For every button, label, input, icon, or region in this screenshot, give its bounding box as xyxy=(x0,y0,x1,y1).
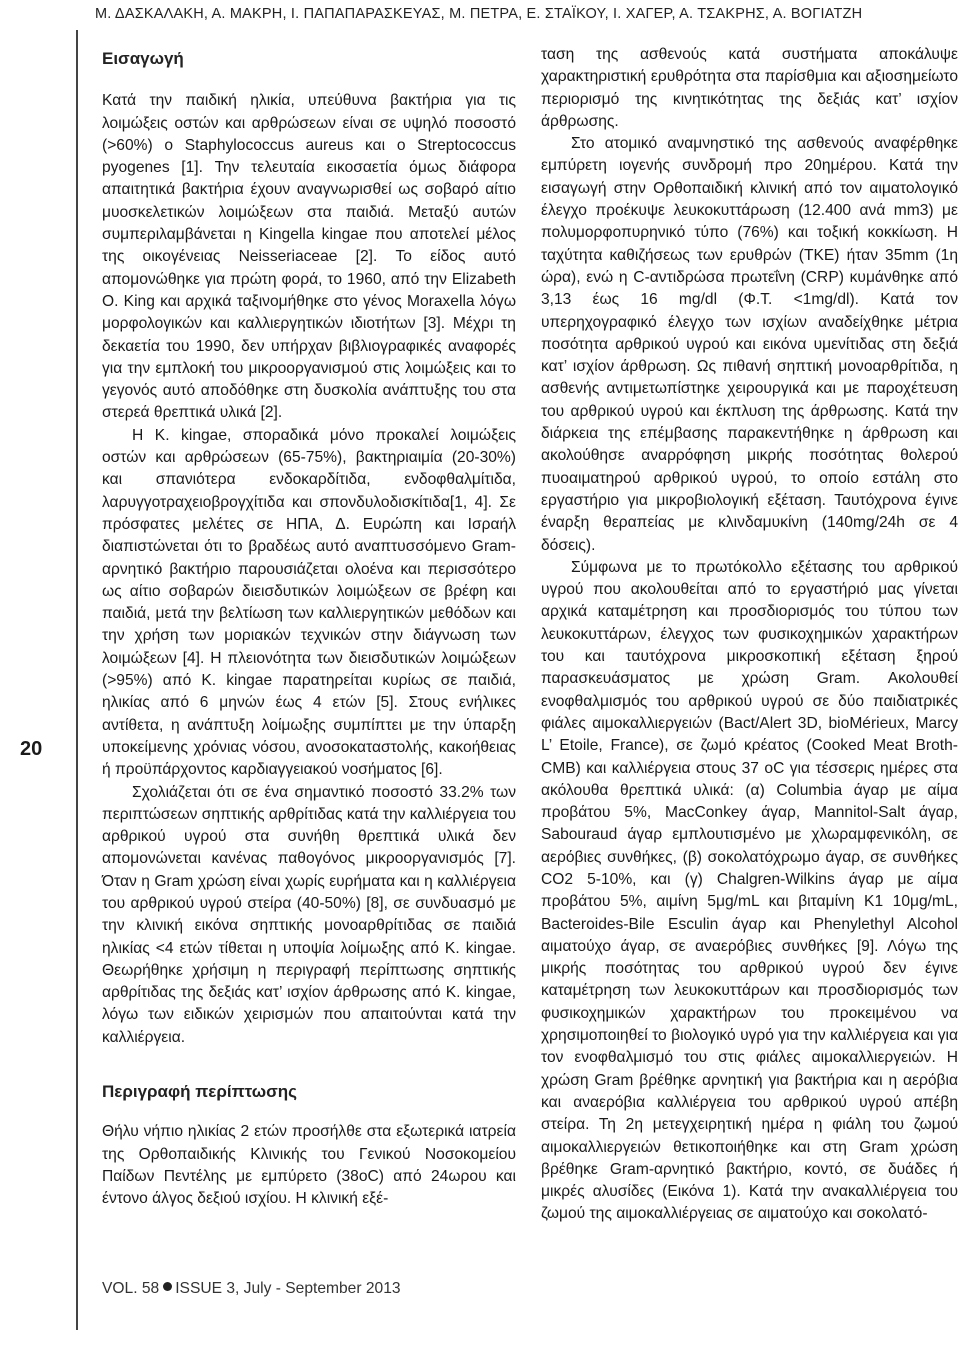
paragraph: Σύμφωνα με το πρωτόκολλο εξέτασης του αρθρικού υγρού που ακολουθείται από το εργαστήριό μας γίνεται αρχικά καταμέτρηση και προσδιορισμός του τύπου των λευκοκυττάρων, έλεγχος των φυσικοχημικών χαρακτήρων του και ταυτόχρονα μικροσκοπική εξέταση ξηρού παρασκευάσματος με χρώση Gram. Ακολουθεί ενοφθαλμισμός του αρθρικού υγρού σε δύο παιδιατρικές φιάλες αιμοκαλλιεργειών (Bact/Alert 3D, bioMérieux, Marcy L’ Etoile, France), σε ζωμό κρέατος (Cooked Meat Broth-CMB) και καλλιέργεια στους 37 oC για τέσσερις ημέρες στα ακόλουθα θρεπτικά υλικά: (α) Columbia άγαρ με αίμα προβάτου 5%, MacConkey άγαρ, Mannitol-Salt άγαρ, Sabouraud άγαρ εμπλουτισμένο με χλωραμφενικόλη, σε αερόβιες συνθήκες, (β) σοκολατόχρωμο άγαρ, σε συνθήκες CO2 5-10%, και (γ) Chalgren-Wilkins άγαρ με αίμα προβάτου 5%, αιμίνη 5μg/mL και βιταμίνη K1 10μg/mL, Bacteroides-Bile Esculin άγαρ και Phenylethyl Alcohol αιματούχο άγαρ, σε αναερόβιες συνθήκες [9]. Λόγω της μικρής ποσότητας του αρθρικού υγρού δεν έγινε καταμέτρηση των λευκοκυττάρων και προσδιορισμός των φυσικοχημικών χαρακτήρων του προκειμένου να χρησιμοποιηθεί το βιολογικό υγρό για την καλλιέργεια και για τον ενοφθαλμισμό του στις φιάλες αιμοκαλλιεργειών. Η χρώση Gram βρέθηκε αρνητική για βακτήρια και η αερόβια και αναερόβια καλλιέργεια του αρθρικού υγρού απέβη στείρα. Τη 2η μετεγχειρητική ημέρα η φιάλη του ζωμού αιμοκαλλιεργειών θετικοποιήθηκε και στη Gram χρώση βρέθηκε Gram-αρνητικό βακτήριο, κοντό, σε δυάδες ή μικρές αλυσίδες (Εικόνα 1). Κατά την ανακαλλιέργεια του ζωμού της αιμοκαλλιέργειας σε αιματούχο και σοκολατό- xyxy=(541,558,958,1223)
volume-label: VOL. 58 xyxy=(102,1280,160,1297)
margin-rule xyxy=(76,30,78,1330)
issue-label: ISSUE 3, July - September 2013 xyxy=(175,1280,401,1297)
paragraph: Σχολιάζεται ότι σε ένα σημαντικό ποσοστό 33.2% των περιπτώσεων σηπτικής αρθρίτιδας κατά την καλλιέργεια του αρθρικού υγρού στα συνήθη θρεπτικά υλικά δεν απομονώνεται κανένας παθογόνος μικροοργανισμός [7]. Όταν η Gram χρώση είναι χωρίς ευρήματα και η καλλιέργεια του αρθρικού υγρού στείρα (40-50%) [8], σε συνδυασμό με την κλινική εικόνα σηπτικής μονοαρθρίτιδας σε παιδιά ηλικίας <4 ετών τίθεται η υποψία λοίμωξης από K. kingae. Θεωρήθηκε χρήσιμη η περιγραφή περίπτωσης σηπτικής αρθρίτιδας της δεξιάς κατ’ ισχίον άρθρωσης από K. kingae, λόγω των ειδικών χειρισμών που απαιτούνται κατά την καλλιέργεια. xyxy=(102,783,516,1046)
right-column xyxy=(541,44,958,1226)
section-heading-introduction: Εισαγωγή xyxy=(102,49,184,68)
paragraph: Κατά την παιδική ηλικία, υπεύθυνα βακτήρια για τις λοιμώξεις οστών και αρθρώσεων είναι σε υψηλό ποσοστό (>60%) ο Staphylococcus aureus και ο Streptococcus pyogenes [1]. Την τελευταία εικοσαετία όμως διάφορα απαιτητικά βακτήρια έχουν αναγνωρισθεί ως σοβαρό αίτιο μυοσκελετικών λοιμώξεων στα παιδιά. Μεταξύ αυτών συμπεριλαμβάνεται η Kingella kingae που αποτελεί μέλος της οικογένειας Neisseriaceae [2]. Το είδος αυτό απομονώθηκε για πρώτη φορά, το 1960, από την Elizabeth O. King και αρχικά ταξινομήθηκε στο γένος Moraxella λόγω μορφολογικών και καλλιεργητικών ιδιοτήτων [3]. Μέχρι τη δεκαετία του 1990, δεν υπήρχαν βιβλιογραφικές αναφορές για την εμπλοκή του μικροοργανισμού στις λοιμώξεις και το γεγονός αυτό αποδόθηκε στη δυσκολία ανάπτυξης του στα στερεά θρεπτικά υλικά [2]. xyxy=(102,92,516,422)
paragraph: Η K. kingae, σποραδικά μόνο προκαλεί λοιμώξεις οστών και αρθρώσεων (65-75%), βακτηριαιμία (20-30%) και σπανιότερα ενδοκαρδίτιδα, ενδοφθαλμίτιδα, λαρυγγοτραχειοβρογχίτιδα και σπονδυλοδισκίτιδα[1, 4]. Σε πρόσφατες μελέτες σε ΗΠΑ, Δ. Ευρώπη και Ισραήλ διαπιστώνεται ότι το βραδέως αυτό αναπτυσσόμενο Gram-αρνητικό βακτήριο παρουσιάζεται ολοένα και περισσότερο ως αίτιο σοβαρών διεισδυτικών λοιμώξεων σε βρέφη και παιδιά, μετά την βελτίωση των καλλιεργητικών μεθόδων και την χρήση των μοριακών τεχνικών στην διάγνωση των λοιμώξεων [4]. Η πλειονότητα των διεισδυτικών λοιμώξεων (>95%) από K. kingae παρατηρείται κυρίως σε παιδιά, ηλικίας από 6 μηνών έως 4 ετών [5]. Στους ενήλικες αντίθετα, η ανάπτυξη λοίμωξης συμπίπτει με την ύπαρξη υποκείμενης χρόνιας νόσου, ανοσοκαταστολής, κακοήθειας ή προϋπάρχοντος καρδιαγγειακού νοσήματος [6]. xyxy=(102,426,516,779)
left-column xyxy=(102,48,516,1211)
bullet-icon xyxy=(163,1282,172,1291)
page-number: 20 xyxy=(20,738,43,760)
running-header: Μ. ΔΑΣΚΑΛΑΚΗ, Α. ΜΑΚΡΗ, Ι. ΠΑΠΑΠΑΡΑΣΚΕΥΑΣ, Μ. ΠΕΤΡΑ, Ε. ΣΤΑΪΚΟΥ, Ι. ΧΑΓΕΡ, Α. ΤΣΑΚΡΗΣ, Α. ΒΟΓΙΑΤΖΗ xyxy=(95,6,863,22)
paragraph: Θήλυ νήπιο ηλικίας 2 ετών προσήλθε στα εξωτερικά ιατρεία της Ορθοπαιδικής Κλινικής του Γενικού Νοσοκομείου Παίδων Πεντέλης με εμπύρετο (38oC) από 24ωρου και έντονο άλγος δεξιού ισχίου. Η κλινική εξέ- xyxy=(102,1123,516,1208)
section-heading-case-description: Περιγραφή περίπτωσης xyxy=(102,1082,297,1102)
journal-footer xyxy=(102,1280,401,1298)
paragraph: Στο ατομικό αναμνηστικό της ασθενούς αναφέρθηκε εμπύρετη ιογενής συνδρομή προ 20ημέρου. Κατά την εισαγωγή στην Ορθοπαιδική κλινική από τον αιματολογικό έλεγχο προέκυψε λευκοκυττάρωση (12.400 ανά mm3) με πολυμορφοπυρηνικό τύπο (76%) και τοξική κοκκίωση. Η ταχύτητα καθιζήσεως των ερυθρών (ΤΚΕ) ήταν 35mm (1η ώρα), ενώ η C-αντιδρώσα πρωτεΐνη (CRP) κυμάνθηκε από 3,13 έως 16 mg/dl (Φ.Τ. <1mg/dl). Κατά τον υπερηχογραφικό έλεγχο των ισχίων αναδείχθηκε μέτρια ποσότητα αρθρικού υγρού και εικόνα υμενίτιδας στη δεξιά κατ’ ισχίον άρθρωση. Ως πιθανή σηπτική μονοαρθρίτιδα, η ασθενής αντιμετωπίστηκε χειρουργικά και με παροχέτευση του αρθρικού υγρού και έκπλυση της άρθρωσης. Κατά την διάρκεια της επέμβασης παρακεντήθηκε η άρθρωση και ακολούθησε αναρρόφηση μικρής ποσότητας θολερού πυοαιματηρού αρθρικού υγρού, το οποίο εστάλη στο εργαστήριο για μικροβιολογική εξέταση. Ταυτόχρονα έγινε έναρξη θεραπείας με κλινδαμυκίνη (140mg/24h σε 4 δόσεις). xyxy=(541,135,958,554)
paragraph: ταση της ασθενούς κατά συστήματα αποκάλυψε χαρακτηριστική ερυθρότητα στα παρίσθμια και αξιοσημείωτο περιορισμό της κινητικότητας της δεξιάς κατ’ ισχίον άρθρωσης. xyxy=(541,46,958,130)
